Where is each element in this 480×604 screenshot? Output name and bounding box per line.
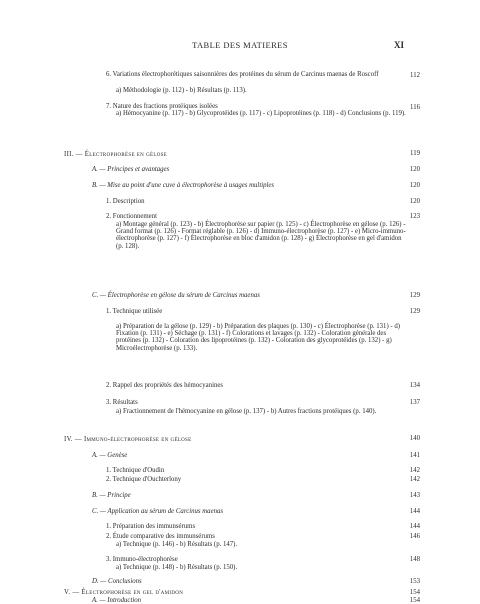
running-header <box>0 40 480 52</box>
toc-entry-page: 112 <box>410 72 420 79</box>
toc-entry-label: 2. Technique d'Ouchterlony <box>106 476 182 483</box>
header-title: TABLE DES MATIERES <box>192 40 288 50</box>
toc-entry-page: 119 <box>410 150 420 157</box>
toc-entry-subitems: a) Montage général (p. 123) - b) Électrophorèse sur papier (p. 125) - c) Électrophorèse en gélose (p. 126) - Grand format (p. 126) - Format réglable (p. 126) - d) Immuno-électrophorèse (p. 127) - e) Micro-immuno-électrophorèse (p. 127) - f) Électrophorèse en bloc d'amidon (p. 128) - g) Électrophorèse en gel d'amidon (p. 128). <box>116 221 406 250</box>
toc-entry-page: 129 <box>409 292 420 299</box>
toc-section-heading: III. — Électrophorèse en gélose <box>64 151 168 158</box>
toc-entry-label: 2. Étude comparative des immunsérums <box>106 533 215 540</box>
toc-entry-page: 153 <box>409 578 420 585</box>
toc-entry-page: 120 <box>409 166 420 173</box>
toc-entry-subitems: a) Fractionnement de l'hémocyanine en gélose (p. 137) - b) Autres fractions protéiques (p. 140). <box>116 408 377 415</box>
toc-entry-subitems: a) Hémocyanine (p. 117) - b) Glycoprotéides (p. 117) - c) Lipoprotéines (p. 118) - d) Conclusions (p. 119). <box>116 110 406 117</box>
toc-entry-label: A. — Principes et avantages <box>92 166 170 173</box>
toc-entry-page: 146 <box>409 533 420 540</box>
toc-entry-label: A. — Introduction <box>92 597 142 604</box>
toc-entry-page: 142 <box>409 476 420 483</box>
toc-entry-page: 140 <box>409 435 420 442</box>
toc-entry-label: A. — Genèse <box>92 452 128 459</box>
toc-entry-page: 137 <box>409 399 420 406</box>
toc-entry-page: 123 <box>409 213 420 220</box>
toc-entry-page: 154 <box>409 589 420 596</box>
toc-entry-label: 2. Rappel des propriétés des hémocyanines <box>106 382 224 389</box>
toc-entry-page: 134 <box>409 382 420 389</box>
toc-entry-subitems: a) Préparation de la gélose (p. 129) - b) Préparation des plaques (p. 130) - c) Électrophorèse (p. 131) - d) Fixation (p. 131) - e) Séchage (p. 131) - f) Colorations et lavages (p. 132) - Coloration générale des protéines (p. 132) - Coloration des lipoprotéines (p. 132) - Coloration des glycoprotéides (p. 132) - g) Microélectrophorèse (p. 133). <box>116 323 401 352</box>
toc-entry-label: 1. Description <box>106 198 145 205</box>
toc-entry-label: 6. Variations électrophorétiques saisonnières des protéines du sérum de Carcinus maenas de Roscoff <box>106 71 379 78</box>
toc-entry-subitems: a) Technique (p. 148) - b) Résultats (p. 150). <box>116 564 238 571</box>
toc-entry-page: 142 <box>409 467 420 474</box>
toc-entry-label: 3. Immuno-électrophorèse <box>106 556 178 563</box>
toc-entry-page: 154 <box>409 597 420 604</box>
header-page-number: XI <box>393 40 404 50</box>
toc-entry-label: B. — Principe <box>92 492 131 499</box>
toc-entry-label: D. — Conclusions <box>92 578 142 585</box>
toc-entry-page: 148 <box>409 556 420 563</box>
toc-entry-label: 1. Technique d'Oudin <box>106 467 165 474</box>
toc-entry-page: 143 <box>409 492 420 499</box>
toc-entry-label: 2. Fonctionnement <box>106 213 157 220</box>
toc-entry-label: C. — Application au sérum de Carcinus maenas <box>92 508 224 515</box>
toc-entry-subitems: a) Technique (p. 146) - b) Résultats (p. 147). <box>116 541 238 548</box>
toc-entry-label: 1. Préparation des immunsérums <box>106 523 196 530</box>
toc-entry-label: B. — Mise au point d'une cuve à électrophorèse à usages multiples <box>92 182 275 189</box>
toc-entry-page: 144 <box>409 508 420 515</box>
toc-entry-label: C. — Électrophorèse en gélose du sérum de Carcinus maenas <box>92 292 260 299</box>
toc-entry-label: 7. Nature des fractions protéiques isolées <box>106 103 218 110</box>
toc-entry-subitems: a) Méthodologie (p. 112) - b) Résultats (p. 113). <box>116 87 247 94</box>
toc-entry-page: 144 <box>409 523 420 530</box>
toc-entry-page: 141 <box>409 452 420 459</box>
toc-entry-page: 129 <box>409 308 420 315</box>
toc-section-heading: V. — Électrophorèse en gel d'amidon <box>64 589 184 596</box>
toc-entry-page: 116 <box>410 104 420 111</box>
toc-entry-label: 1. Technique utilisée <box>106 308 163 315</box>
toc-entry-page: 120 <box>409 182 420 189</box>
toc-entry-label: 3. Résultats <box>106 399 138 406</box>
toc-section-heading: IV. — Immuno-électrophorèse en gélose <box>64 436 192 443</box>
toc-entry-page: 120 <box>409 198 420 205</box>
